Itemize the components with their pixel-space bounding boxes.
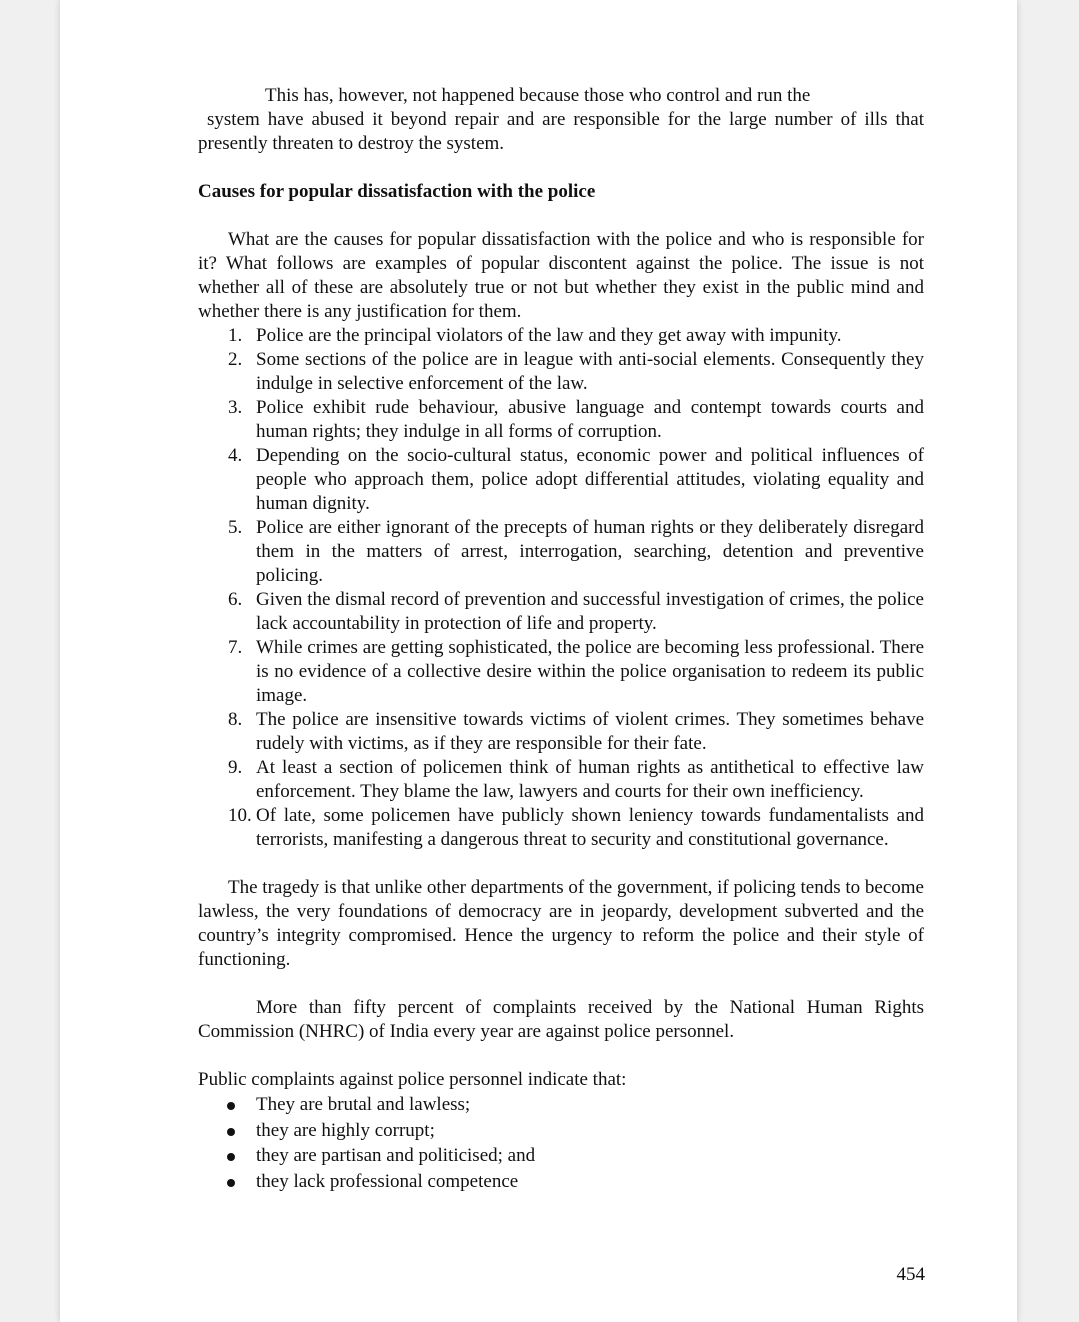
list-item-number: 8.: [228, 709, 243, 730]
list-item: [198, 756, 924, 804]
list-item-text: Depending on the socio-cultural status, economic power and political influences of people who approach them, police adopt differential attitudes, violating equality and human dignity.: [256, 445, 924, 514]
list-item-text: Police are either ignorant of the precepts of human rights or they deliberately disregard them in the matters of arrest, interrogation, searching, detention and preventive policing.: [256, 517, 924, 586]
list-item-text: At least a section of policemen think of human rights as antithetical to effective law enforcement. They blame the law, lawyers and courts for their own inefficiency.: [256, 757, 924, 802]
list-item-text: they are highly corrupt;: [256, 1119, 435, 1141]
bullet-icon: [227, 1128, 235, 1136]
page-number: 454: [896, 1264, 925, 1285]
list-item-text: They are brutal and lawless;: [256, 1094, 471, 1115]
list-item: [198, 1143, 924, 1169]
list-item-text: While crimes are getting sophisticated, the police are becoming less professional. There is no evidence of a collective desire within the police organisation to redeem its public image.: [256, 637, 924, 706]
list-item: [198, 516, 924, 588]
list-item-text: Of late, some policemen have publicly shown leniency towards fundamentalists and terrorists, manifesting a dangerous threat to security and constitutional governance.: [256, 805, 924, 850]
list-item: [198, 444, 924, 516]
list-item-number: 1.: [228, 325, 243, 346]
list-item-text: Given the dismal record of prevention and successful investigation of crimes, the police lack accountability in protection of life and property.: [256, 589, 924, 634]
list-item: [198, 636, 924, 708]
bullet-icon: [227, 1179, 235, 1187]
list-item-number: 6.: [228, 589, 243, 610]
list-item-text: they lack professional competence: [256, 1170, 519, 1192]
list-item-number: 3.: [228, 397, 243, 418]
list-item-text: The police are insensitive towards victims of violent crimes. They sometimes behave rudely with victims, as if they are responsible for their fate.: [256, 709, 924, 754]
list-item-number: 9.: [228, 757, 243, 778]
list-item-number: 10.: [228, 805, 252, 826]
list-item: [198, 588, 924, 636]
causes-list: [198, 324, 924, 852]
list-item-number: 2.: [228, 349, 243, 370]
list-item-text: they are partisan and politicised; and: [256, 1145, 536, 1166]
complaints-intro: Public complaints against police personnel indicate that:: [198, 1069, 627, 1090]
tragedy-paragraph: The tragedy is that unlike other departments of the government, if policing tends to become lawless, the very foundations of democracy are in jeopardy, development subverted and the country’s integrity compromised. Hence the urgency to reform the police and their style of functioning.: [198, 877, 924, 970]
complaints-list: [198, 1092, 924, 1194]
section-heading: Causes for popular dissatisfaction with the police: [198, 181, 596, 202]
list-item: [198, 324, 924, 348]
bullet-icon: [227, 1153, 235, 1161]
list-item: [198, 1118, 924, 1144]
section-intro-paragraph: What are the causes for popular dissatisfaction with the police and who is responsible for it? What follows are examples of popular discontent against the police. The issue is not whether all of these are absolutely true or not but whether they exist in the public mind and whether there is any justification for them.: [198, 229, 924, 322]
list-item-text: Some sections of the police are in league with anti-social elements. Consequently they indulge in selective enforcement of the law.: [256, 349, 924, 394]
intro-paragraph: [198, 84, 924, 156]
list-item-number: 7.: [228, 637, 243, 658]
bullet-icon: [227, 1102, 235, 1110]
list-item-text: Police are the principal violators of the law and they get away with impunity.: [256, 325, 842, 346]
list-item-text: Police exhibit rude behaviour, abusive language and contempt towards courts and human rights; they indulge in all forms of corruption.: [256, 397, 924, 442]
intro-rest: system have abused it beyond repair and are responsible for the large number of ills that presently threaten to destroy the system.: [198, 109, 924, 154]
list-item: [198, 348, 924, 396]
nhrc-paragraph: More than fifty percent of complaints received by the National Human Rights Commission (NHRC) of India every year are against police personnel.: [198, 997, 924, 1042]
page-content: [198, 84, 924, 1194]
list-item: [198, 708, 924, 756]
list-item-number: 4.: [228, 445, 243, 466]
list-item-number: 5.: [228, 517, 243, 538]
list-item: [198, 1092, 924, 1118]
list-item: [198, 396, 924, 444]
list-item: [198, 1169, 924, 1195]
list-item: [198, 804, 924, 852]
document-page: [60, 0, 1017, 1322]
intro-line-1: This has, however, not happened because those who control and run the: [265, 85, 811, 106]
